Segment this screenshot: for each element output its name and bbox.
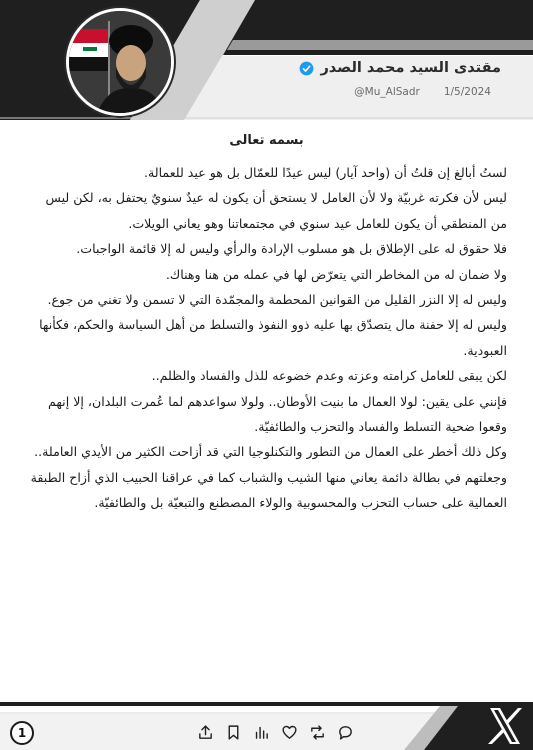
post-body [26,160,507,516]
meta-row [354,86,491,98]
share-button[interactable] [195,722,215,742]
paragraph: وكل ذلك أخطر على العمال من التطور والتكنلوجيا التي قد أزاحت الكثير من الأيدي العاملة.. وجعلتهم في بطالة دائمة يعاني منها الشيب والشباب كما في عراقنا الحبيب الذي أزاح الطبقة العمالية على حساب التحزب والمحسوبية والولاء المصطنع والتبعيّة بل والطائفيّة. [30,444,507,511]
verified-badge-icon [299,61,314,76]
x-logo-icon [485,704,525,748]
paragraph: لستُ أبالغ إن قلتُ أن (واحد آيار) ليس عيدًا للعمّال بل هو عيد للعمالة. [143,165,507,180]
views-button[interactable] [251,722,271,742]
like-button[interactable] [279,722,299,742]
avatar[interactable] [66,8,174,116]
paragraph: لكن يبقى للعامل كرامته وعزته وعدم خضوعه للذل والفساد والظلم.. [151,368,507,384]
like-icon [281,724,298,741]
post-title: بسمه تعالى [229,133,304,148]
profile-photo [69,11,171,113]
post-actions [195,722,355,742]
page-number: 1 [10,721,34,745]
share-icon [197,724,214,741]
author-name[interactable]: مقتدى السيد محمد الصدر [320,60,501,76]
views-icon [253,724,270,741]
paragraph: ولا ضمان له من المخاطر التي يتعرّض لها في عمله من هنا وهناك. [165,266,507,282]
bookmark-button[interactable] [223,722,243,742]
post-date: 1/5/2024 [443,86,491,98]
paragraph: فإنني على يقين: لولا العمال ما بنيت الأوطان.. ولولا سواعدهم لما عُمرت البلدان، إلا إنهم وقعوا ضحية التسلط والفساد والتحزب والطائفيّة. [48,393,507,435]
paragraph: وليس له إلا حفنة مال يتصدّق بها عليه ذوو النفوذ والتسلط من أهل السياسة والحكم، فكأنها العبودية. [39,317,507,358]
paragraph: ليس لأن فكرته غربيّة ولا لأن العامل لا يستحق أن يكون له عيدٌ سنويٌ يحتفل به، لكن ليس من المنطقي أن يكون للعامل عيد سنوي في مجتمعاتنا وهو يعاني الويلات. [45,190,507,231]
reply-button[interactable] [335,722,355,742]
paragraph: وليس له إلا النزر القليل من القوانين المحطمة والمجمّدة التي لا تسمن ولا تغني من جوع. [47,292,507,308]
bookmark-icon [225,724,242,741]
paragraph: فلا حقوق له على الإطلاق بل هو مسلوب الإرادة والرأي وليس له إلا قائمة الواجبات. [76,241,507,257]
author-row [299,60,501,76]
repost-button[interactable] [307,722,327,742]
repost-icon [309,724,326,741]
reply-icon [337,724,354,741]
author-handle[interactable]: @Mu_AlSadr [354,86,420,98]
